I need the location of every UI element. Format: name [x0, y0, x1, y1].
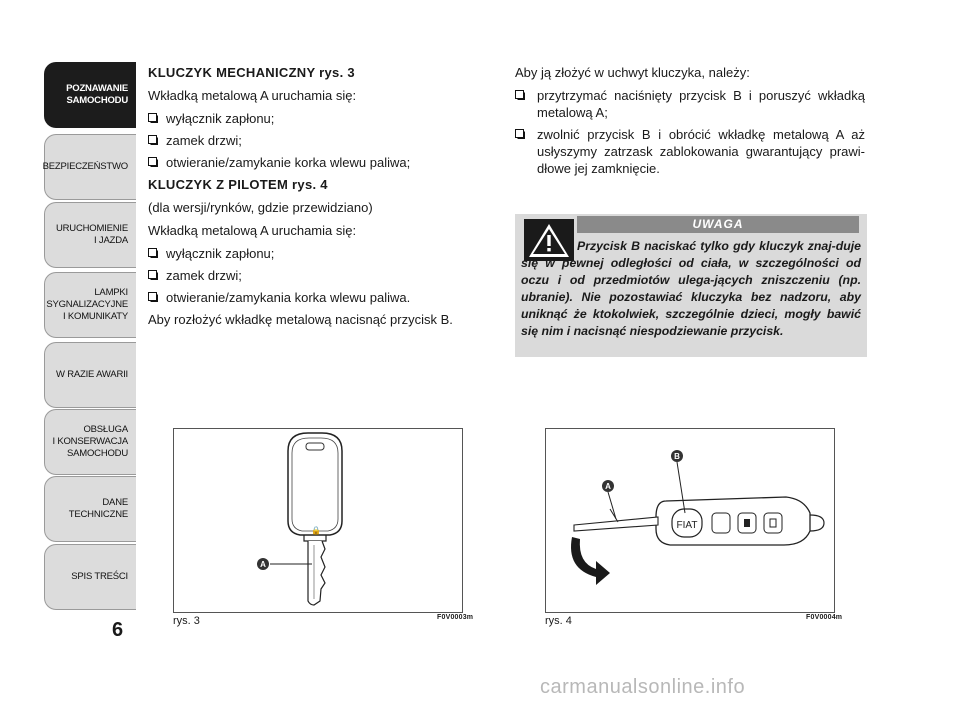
section-heading-mechanical-key: KLUCZYK MECHANICZNY rys. 3 [148, 65, 355, 80]
warning-title: UWAGA [577, 216, 859, 233]
left-text-column [148, 64, 478, 334]
list-item [148, 289, 478, 306]
figure-remote-key [545, 428, 835, 613]
warning-box [515, 214, 867, 357]
list-item-text: zamek drzwi; [166, 268, 242, 283]
tab-poznawanie-samochodu[interactable]: POZNAWANIE SAMOCHODU [44, 62, 136, 128]
checkbox-bullet-icon [148, 270, 158, 280]
tab-obsluga-i-konserwacja[interactable]: OBSŁUGA I KONSERWACJA SAMOCHODU [44, 409, 136, 475]
tab-w-razie-awarii[interactable]: W RAZIE AWARII [44, 342, 136, 408]
checkbox-bullet-icon [148, 113, 158, 123]
figure-label-a: A [260, 560, 266, 569]
list-item [148, 245, 478, 262]
tab-bezpieczenstwo[interactable]: BEZPIECZEŃSTWO [44, 134, 136, 200]
list-item-text: zwolnić przycisk B i obrócić wkładkę metalową A aż usłyszymy zatrzask zablokowania gwarantujący prawi-dłowe jej zamknięcie. [537, 127, 865, 176]
list-item-text: wyłącznik zapłonu; [166, 246, 275, 261]
figure-label-b: B [674, 452, 680, 461]
warning-text [521, 238, 861, 340]
checkbox-bullet-icon [148, 248, 158, 258]
mechanical-key-illustration [174, 429, 462, 612]
intro-text: Aby ją złożyć w uchwyt kluczyka, należy: [515, 65, 750, 80]
bullet-list [148, 245, 478, 306]
figure-caption: rys. 3 [173, 615, 200, 627]
tab-lampki-sygnalizacyjne[interactable]: LAMPKI SYGNALIZACYJNE I KOMUNIKATY [44, 272, 136, 338]
availability-note: (dla wersji/rynków, gdzie przewidziano) [148, 200, 373, 215]
figure-mechanical-key [173, 428, 463, 613]
warning-text-body: Przycisk B naciskać tylko gdy kluczyk znaj-duje się w pewnej odległości od ciała, w szczególności od oczu i od przedmiotów ulega-jących zniszczeniu (np. ubranie). Nie pozostawiać kluczyka bez nadzoru, aby uniknąć że ktokolwiek, szczególnie dzieci, mogły bawić się nim i nacisnąć niespodziewanie przycisk. [521, 239, 861, 338]
checkbox-bullet-icon [515, 129, 525, 139]
list-item-text: otwieranie/zamykania korka wlewu paliwa. [166, 290, 411, 305]
checkbox-bullet-icon [148, 292, 158, 302]
figure-code: F0V0003m [437, 614, 474, 621]
section-heading-remote-key: KLUCZYK Z PILOTEM rys. 4 [148, 177, 328, 192]
list-item [148, 132, 478, 149]
tab-dane-techniczne[interactable]: DANE TECHNICZNE [44, 476, 136, 542]
outro-text: Aby rozłożyć wkładkę metalową nacisnąć przycisk B. [148, 312, 453, 327]
right-text-column [515, 64, 865, 182]
list-item [148, 267, 478, 284]
list-item [148, 110, 478, 127]
svg-text:🔒: 🔒 [311, 526, 321, 535]
list-item [148, 154, 478, 171]
svg-text:FIAT: FIAT [676, 520, 698, 531]
intro-text: Wkładką metalową A uruchamia się: [148, 223, 357, 238]
list-item-text: wyłącznik zapłonu; [166, 111, 275, 126]
figure-label-a: A [605, 482, 611, 491]
tab-uruchomienie-i-jazda[interactable]: URUCHOMIENIE I JAZDA [44, 202, 136, 268]
list-item [515, 126, 865, 177]
checkbox-bullet-icon [515, 90, 525, 100]
figure-code: F0V0004m [806, 614, 843, 621]
intro-text: Wkładką metalową A uruchamia się: [148, 88, 357, 103]
bullet-list [148, 110, 478, 171]
remote-key-illustration [546, 429, 834, 612]
list-item [515, 87, 865, 121]
watermark: carmanualsonline.info [540, 676, 746, 698]
bullet-list [515, 87, 865, 177]
list-item-text: otwieranie/zamykanie korka wlewu paliwa; [166, 155, 411, 170]
list-item-text: przytrzymać naciśnięty przycisk B i poruszyć wkładką metalową A; [537, 88, 865, 120]
page-number: 6 [112, 619, 124, 641]
figure-caption: rys. 4 [545, 615, 572, 627]
checkbox-bullet-icon [148, 157, 158, 167]
checkbox-bullet-icon [148, 135, 158, 145]
list-item-text: zamek drzwi; [166, 133, 242, 148]
tab-spis-tresci[interactable]: SPIS TREŚCI [44, 544, 136, 610]
